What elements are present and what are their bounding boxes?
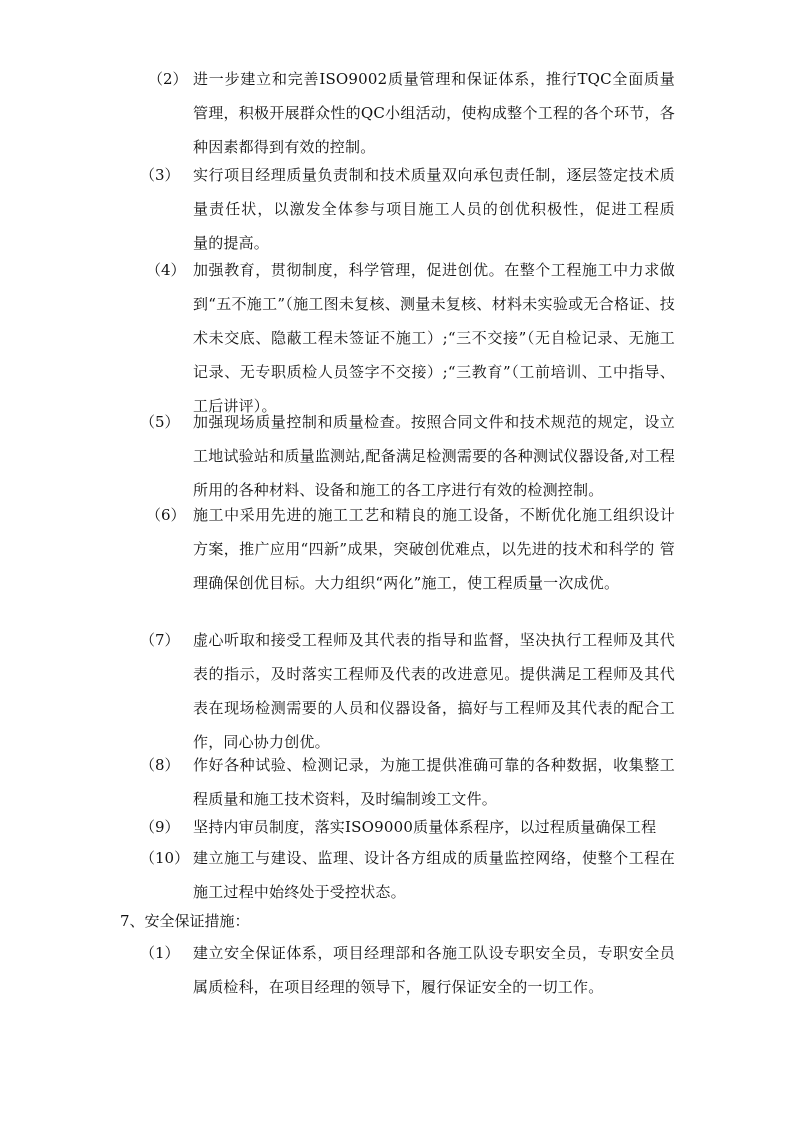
item-number: （2） — [148, 70, 188, 88]
item-text: 建立安全保证体系，项目经理部和各施工队设专职安全员，专职安全员属质检科，在项目经理的领导下，履行保证安全的一切工作。 — [193, 944, 675, 996]
item-number: （7） — [140, 631, 180, 649]
item-number: （5） — [140, 413, 180, 431]
item-text: 坚持内审员制度，落实ISO9000质量体系程序，以过程质量确保工程 — [193, 818, 657, 836]
item-text: 施工中采用先进的施工工艺和精良的施工设备，不断优化施工组织设计方案，推广应用“四新”成果，突破创优难点，以先进的技术和科学的 管理确保创优目标。大力组织“两化”施工，使工程质量一次成优。 — [193, 506, 675, 592]
item-text: 建立施工与建设、监理、设计各方组成的质量监控网络，使整个工程在施工过程中始终处于受控状态。 — [193, 849, 675, 901]
item-number: （1） — [140, 944, 180, 962]
item-text: 加强教育，贯彻制度，科学管理，促进创优。在整个工程施工中力求做到“五不施工”（施工图未复核、测量未复核、材料未实验或无合格证、技术未交底、隐蔽工程未签证不施工）;“三不交接”（无自检记录、无施工记录、无专职质检人员签字不交接）;“三教育”（工前培训、工中指导、工后讲评）。 — [193, 261, 675, 415]
item-number: （6） — [146, 506, 186, 524]
item-number: （3） — [140, 166, 180, 184]
item-number: （10） — [140, 849, 190, 867]
item-number: （8） — [140, 756, 180, 774]
item-text: 虚心听取和接受工程师及其代表的指导和监督，坚决执行工程师及其代表的指示，及时落实工程师及代表的改进意见。提供满足工程师及其代表在现场检测需要的人员和仪器设备，搞好与工程师及其代表的配合工作，同心协力创优。 — [193, 631, 675, 751]
item-text: 实行项目经理质量负责制和技术质量双向承包责任制，逐层签定技术质量责任状，以激发全体参与项目施工人员的创优积极性，促进工程质 量的提高。 — [193, 166, 691, 252]
item-text: 加强现场质量控制和质量检查。按照合同文件和技术规范的规定，设立工地试验站和质量监测站,配备满足检测需要的各种测试仪器设备,对工程所用的各种材料、设备和施工的各工序进行有效的检测控制。 — [193, 413, 675, 499]
item-text: 进一步建立和完善ISO9002质量管理和保证体系，推行TQC全面质量管理，积极开展群众性的QC小组活动，使构成整个工程的各个环节，各种因素都得到有效的控制。 — [193, 70, 675, 156]
item-number: （9） — [140, 818, 180, 836]
item-text: 作好各种试验、检测记录，为施工提供准确可靠的各种数据，收集整工程质量和施工技术资料，及时编制竣工文件。 — [193, 756, 675, 808]
item-number: （4） — [146, 261, 186, 279]
section-heading: 7、安全保证措施： — [120, 912, 250, 930]
